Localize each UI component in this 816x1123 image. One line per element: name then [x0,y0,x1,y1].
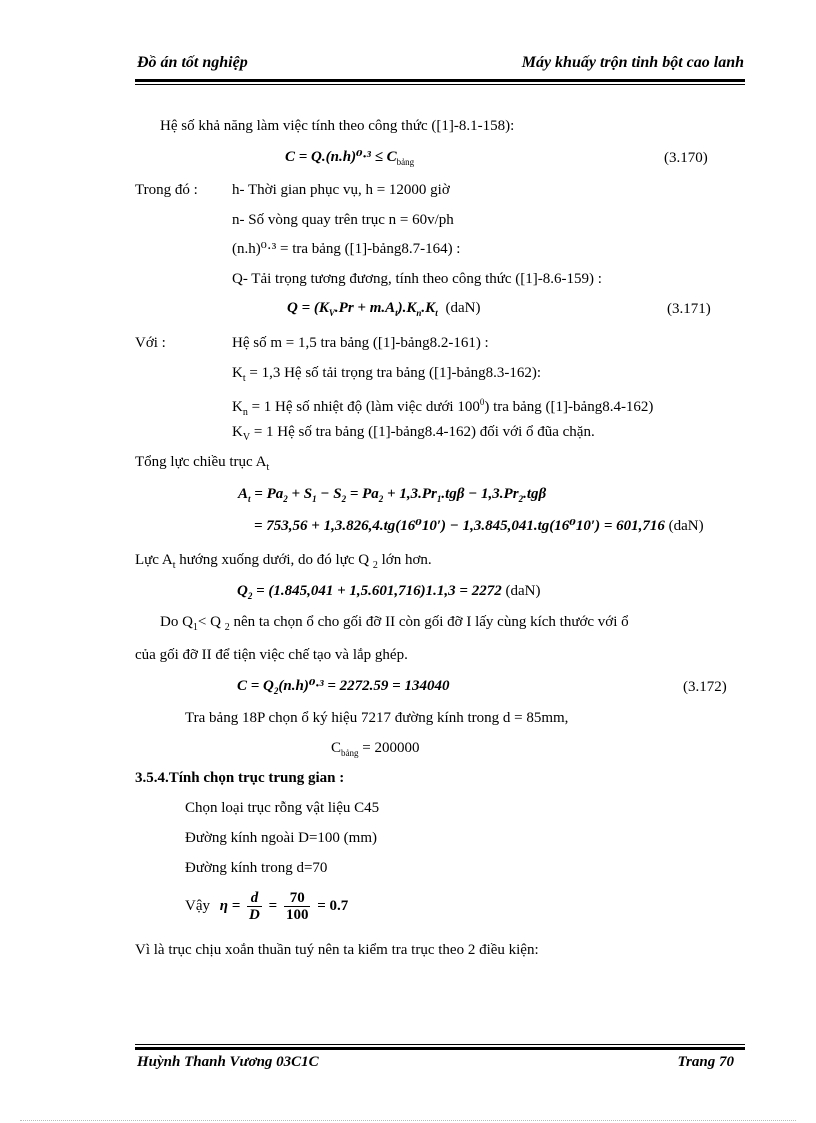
text-do-q1-b: < Q [197,614,221,630]
text-luc-a1-b: hướng xuống dưới, do đó lực Q [179,552,370,568]
label-trong-do: Trong đó : [135,182,198,198]
text-tong-luc-label: Tổng lực chiều trục A [135,454,267,470]
fraction-d-den: D [249,907,260,924]
equation-at-b: = Pa [349,486,379,502]
equation-3-172-a: C = Q [237,678,274,694]
equation-eta-lhs: η = [219,898,241,914]
equation-3-171-b: Pr + m.A [338,300,396,316]
equation-3-171-a: Q = (K [287,300,329,316]
text-kn-line: $K_n = 1$ Hệ số nhiệt độ (làm việc dưới $100^0$) tra bảng ([1]-bảng8.4-162) [232,397,654,418]
equation-number-3-172: (3.172) [683,679,727,695]
equation-eta: Vậy η = $\frac{d}{D}$ = $\frac{70}{100}$ = 0.7 [185,890,349,924]
text-vay: Vậy [185,898,210,914]
equation-3-172-b: (n.h)⁰·³ = 2272.59 = 134040 [278,678,450,694]
fraction-100-den: 100 [285,907,309,924]
equation-at-value [254,516,704,536]
header-rule-thin [135,84,745,85]
text-luc-a1: Lực $A_t$ hướng xuống dưới, do đó lực Q $_2$ lớn hơn. [135,552,432,571]
equation-3-172: $C = Q_2(n.h)^0\cdot^3 = 2272.59 = 134040$ [237,678,450,696]
page-footer [137,1054,734,1076]
text-kn-desc-b: ) tra bảng ([1]-bảng8.4-162) [484,399,654,415]
text-kt-desc: = 1,3 Hệ số tải trọng tra bảng ([1]-bảng8.3-162): [249,365,542,381]
text-s3: Đường kính trong d=70 [185,860,328,876]
text-luc-a1-a: Lực A [135,552,173,568]
header-rule-thick [135,79,745,82]
page-header [137,54,744,78]
text-q-line: Q- Tải trọng tương đương, tính theo công thức ([1]-8.6-159) : [232,271,602,287]
text-m-line: Hệ số m = 1,5 tra bảng ([1]-bảng8.2-161) : [232,335,489,351]
text-do-q1-c: nên ta chọn ổ cho gối đỡ II còn gối đỡ I lấy cùng kích thước với ổ [233,614,629,630]
fraction-d-over-D [247,890,262,923]
equation-3-170-main: C = Q.(n.h)⁰·³ ≤ C [285,149,397,165]
header-right-title: Máy khuấy trộn tinh bột cao lanh [521,54,744,71]
text-do-q1-a: Do Q [160,614,193,630]
footer-author: Huỳnh Thanh Vương 03C1C [137,1054,319,1070]
text-kv-line: $K_V = 1$ Hệ số tra bảng ([1]-bảng8.4-162) đối với ổ đũa chặn. [232,424,595,443]
equation-3-171-c: ).K [397,300,417,316]
text-goi-do: của gối đỡ II để tiện việc chế tạo và lắp ghép. [135,647,408,663]
text-kv-desc: = 1 Hệ số tra bảng ([1]-bảng8.4-162) đối với ổ đũa chặn. [253,424,595,440]
text-do-q1: Do $Q_1< Q$ $_2$ nên ta chọn ổ cho gối đỡ II còn gối đỡ I lấy cùng kích thước với ổ [160,614,629,633]
equation-3-170-sub: bảng [396,157,415,167]
text-last-line: Vì là trục chịu xoắn thuần tuý nên ta kiểm tra trục theo 2 điều kiện: [135,942,539,958]
footer-page-number: Trang 70 [677,1054,734,1070]
footer-rule-thick [135,1047,745,1050]
equation-eta-value: = 0.7 [317,898,349,914]
text-kt-line: $K_t = 1,3$ Hệ số tải trọng tra bảng ([1]-bảng8.3-162): [232,365,542,384]
text-s2: Đường kính ngoài D=100 (mm) [185,830,378,846]
text-c-bang-c: C [331,740,342,756]
equation-at: $A_t = Pa_2 + S_1 - S_2 = Pa_2 + 1,3.Pr_1.tg\beta - 1,3.Pr_2.tg\beta$ [238,486,547,504]
text-c-bang [331,739,419,762]
text-c-bang-sub: bảng [341,748,359,758]
fraction-d-num: d [247,890,262,907]
section-heading-3-5-4: 3.5.4.Tính chọn trục trung gian : [135,770,345,786]
text-h-line: h- Thời gian phục vụ, h = 12000 giờ [232,182,450,198]
text-luc-a1-c: lớn hơn. [381,552,432,568]
equation-at-a: = Pa [254,486,284,502]
equation-3-171: $Q = (K_V.Pr + m.A_t).K_n.K_t$ (daN) [287,300,481,318]
fraction-70-over-100 [284,890,311,923]
page-bottom-dotted-line [20,1120,796,1121]
fraction-70-num: 70 [284,890,311,907]
text-s1: Chọn loại trục rỗng vật liệu C45 [185,800,380,816]
text-n-line: n- Số vòng quay trên trục n = 60v/ph [232,212,454,228]
text-tong-luc: Tổng lực chiều trục $A_t$ [135,454,270,473]
text-c-bang-value: = 200000 [362,740,420,756]
equation-q2: $Q_2 = (1.845,041 + 1,5.601,716)1.1,3 = 2272$ (daN) [237,583,541,601]
equation-3-171-unit: (daN) [445,300,481,316]
equation-3-170 [285,147,414,172]
equation-number-3-171: (3.171) [667,301,711,317]
label-voi: Với : [135,335,166,351]
text-nh-line: (n.h)⁰·³ = tra bảng ([1]-bảng8.7-164) : [232,241,461,257]
equation-number-3-170: (3.170) [664,150,708,166]
footer-rule-thin [135,1044,745,1045]
equation-q2-unit: (daN) [505,583,541,599]
text-kn-desc-a: = 1 Hệ số nhiệt độ (làm việc dưới 100 [251,399,480,415]
text-tra-bang: Tra bảng 18P chọn ổ ký hiệu 7217 đường kính trong d = 85mm, [185,710,569,726]
paragraph-intro: Hệ số khả năng làm việc tính theo công thức ([1]-8.1-158): [160,118,515,134]
equation-q2-main: = (1.845,041 + 1,5.601,716)1.1,3 = 2272 [256,583,502,599]
equation-at-value-unit: (daN) [668,518,704,534]
equation-at-value-main: = 753,56 + 1,3.826,4.tg(16⁰10′) − 1,3.845,041.tg(16⁰10′) = 601,716 [254,518,665,534]
header-left-title: Đồ án tốt nghiệp [137,54,248,71]
